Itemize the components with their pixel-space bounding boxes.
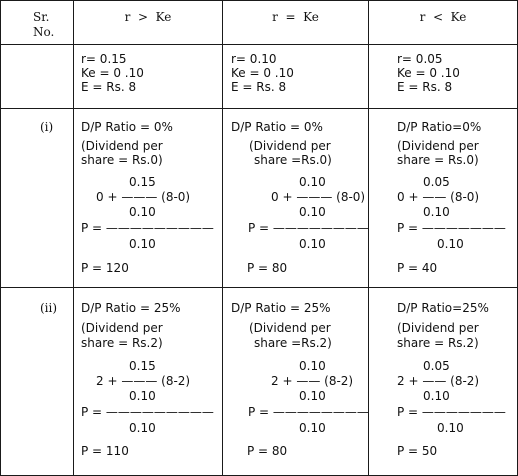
r2c1-ke1: 0.10 <box>129 389 156 403</box>
r2c1-div2: share = Rs.2) <box>81 336 163 350</box>
header-col3: r < Ke <box>419 10 467 24</box>
r2c2-pbar: P = ———————— <box>248 405 369 419</box>
r1c3-num: 0 + —— (8-0) <box>397 190 480 204</box>
r2c2-ratio: D/P Ratio = 25% <box>231 301 331 315</box>
r1c3-ke1: 0.10 <box>423 205 450 219</box>
r2c1-pbar: P = ————————— <box>81 405 214 419</box>
param-col2-ke: Ke = 0 .10 <box>231 66 294 80</box>
param-col1-ke: Ke = 0 .10 <box>81 66 144 80</box>
r2c1-result: P = 110 <box>81 444 129 458</box>
r2c2-result: P = 80 <box>247 444 288 458</box>
r1c2-r: 0.10 <box>299 175 326 189</box>
r2c2-r: 0.10 <box>299 359 326 373</box>
border-left <box>0 0 1 476</box>
r2c3-ke1: 0.10 <box>423 389 450 403</box>
r2c3-div1: (Dividend per <box>397 321 479 335</box>
row-label-ii: (ii) <box>40 301 58 315</box>
border-header-bottom <box>0 44 518 45</box>
r2c3-div2: share = Rs.2) <box>397 336 479 350</box>
r1c2-ratio: D/P Ratio = 0% <box>231 120 323 134</box>
r2c2-div1: (Dividend per <box>249 321 331 335</box>
header-srno-line2: No. <box>33 25 55 39</box>
param-col3-ke: Ke = 0 .10 <box>397 66 460 80</box>
param-col3-e: E = Rs. 8 <box>397 80 453 94</box>
r2c3-ratio: D/P Ratio=25% <box>397 301 489 315</box>
r1c1-ke2: 0.10 <box>129 237 156 251</box>
r1c1-r: 0.15 <box>129 175 156 189</box>
r1c2-ke2: 0.10 <box>299 237 326 251</box>
r2c1-div1: (Dividend per <box>81 321 163 335</box>
r1c3-div1: (Dividend per <box>397 139 479 153</box>
r1c2-div2: share =Rs.0) <box>254 153 332 167</box>
r2c3-num: 2 + —— (8-2) <box>397 374 480 388</box>
r2c1-ke2: 0.10 <box>129 421 156 435</box>
r1c1-div1: (Dividend per <box>81 139 163 153</box>
r1c1-div2: share = Rs.0) <box>81 153 163 167</box>
param-col1-r: r= 0.15 <box>81 52 127 66</box>
r1c2-div1: (Dividend per <box>249 139 331 153</box>
row-label-i: (i) <box>40 120 54 134</box>
r1c3-result: P = 40 <box>397 261 438 275</box>
r2c3-pbar: P = ——————— <box>397 405 506 419</box>
r1c3-ke2: 0.10 <box>437 237 464 251</box>
r1c3-pbar: P = ——————— <box>397 221 506 235</box>
param-col2-e: E = Rs. 8 <box>231 80 287 94</box>
r1c1-pbar: P = ————————— <box>81 221 214 235</box>
border-top <box>0 0 518 1</box>
r2c3-result: P = 50 <box>397 444 438 458</box>
r2c3-r: 0.05 <box>423 359 450 373</box>
border-params-bottom <box>0 108 518 109</box>
r2c3-ke2: 0.10 <box>437 421 464 435</box>
r2c2-ke2: 0.10 <box>299 421 326 435</box>
header-col1: r > Ke <box>124 10 172 24</box>
param-col2-r: r= 0.10 <box>231 52 277 66</box>
r1c3-div2: share = Rs.0) <box>397 153 479 167</box>
r2c2-div2: share =Rs.2) <box>254 336 332 350</box>
r2c2-num: 2 + —— (8-2) <box>271 374 354 388</box>
r2c1-num: 2 + ——— (8-2) <box>96 374 191 388</box>
r1c2-pbar: P = ———————— <box>248 221 369 235</box>
r1c2-num: 0 + ——— (8-0) <box>271 190 366 204</box>
border-row1-bottom <box>0 287 518 288</box>
r2c1-ratio: D/P Ratio = 25% <box>81 301 181 315</box>
r2c2-ke1: 0.10 <box>299 389 326 403</box>
r1c1-ratio: D/P Ratio = 0% <box>81 120 173 134</box>
r1c3-ratio: D/P Ratio=0% <box>397 120 482 134</box>
divider-col-sr <box>73 0 74 476</box>
r1c3-r: 0.05 <box>423 175 450 189</box>
r2c1-r: 0.15 <box>129 359 156 373</box>
param-col3-r: r= 0.05 <box>397 52 443 66</box>
header-col2: r = Ke <box>272 10 319 24</box>
r1c2-result: P = 80 <box>247 261 288 275</box>
r1c1-result: P = 120 <box>81 261 129 275</box>
r1c1-ke1: 0.10 <box>129 205 156 219</box>
divider-col1 <box>222 0 223 476</box>
header-srno-line1: Sr. <box>33 10 50 24</box>
param-col1-e: E = Rs. 8 <box>81 80 137 94</box>
r1c2-ke1: 0.10 <box>299 205 326 219</box>
r1c1-num: 0 + ——— (8-0) <box>96 190 191 204</box>
